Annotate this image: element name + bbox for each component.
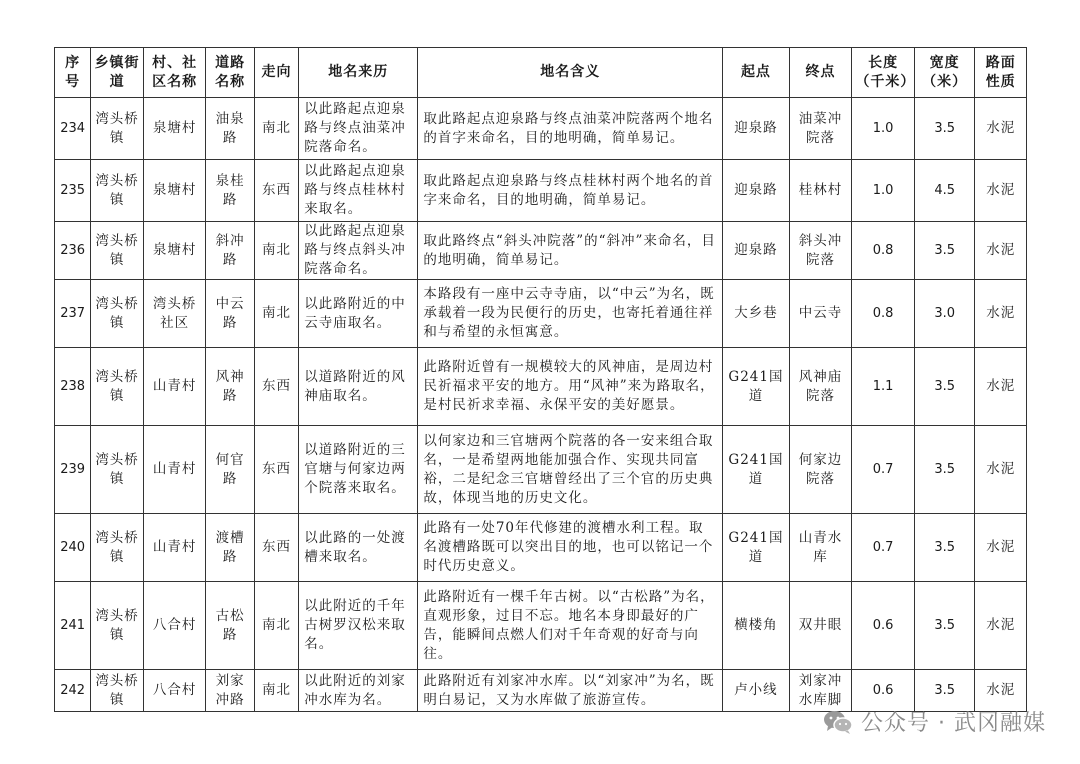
cell-width: 3.5 [914, 670, 975, 712]
cell-road: 刘家冲路 [206, 670, 254, 712]
cell-length: 1.1 [852, 348, 915, 426]
cell-village: 八合村 [143, 582, 206, 670]
watermark [823, 706, 1046, 737]
cell-end: 中云寺 [789, 280, 852, 348]
cell-end: 山青水库 [789, 514, 852, 582]
cell-width: 3.0 [914, 280, 975, 348]
cell-direction: 南北 [254, 98, 298, 160]
col-header-origin: 地名来历 [299, 48, 418, 98]
cell-seq: 235 [55, 160, 91, 222]
cell-direction: 东西 [254, 348, 298, 426]
cell-width: 3.5 [914, 582, 975, 670]
cell-village: 八合村 [143, 670, 206, 712]
cell-length: 1.0 [852, 160, 915, 222]
table-row [55, 98, 1027, 160]
cell-origin: 以此附近的刘家冲水库为名。 [299, 670, 418, 712]
road-naming-table [54, 47, 1027, 712]
table-row [55, 222, 1027, 280]
cell-town: 湾头桥镇 [91, 160, 143, 222]
cell-meaning: 取此路起点迎泉路与终点桂林村两个地名的首字来命名，目的地明确，简单易记。 [418, 160, 723, 222]
cell-meaning: 此路附近有一棵千年古树。以“古松路”为名，直观形象，过目不忘。地名本身即最好的广告，能瞬间点燃人们对千年奇观的好奇与向往。 [418, 582, 723, 670]
cell-length: 0.6 [852, 582, 915, 670]
cell-surface: 水泥 [975, 426, 1027, 514]
cell-road: 斜冲路 [206, 222, 254, 280]
cell-direction: 南北 [254, 222, 298, 280]
cell-surface: 水泥 [975, 670, 1027, 712]
col-header-direction: 走向 [254, 48, 298, 98]
cell-town: 湾头桥镇 [91, 348, 143, 426]
cell-width: 4.5 [914, 160, 975, 222]
col-header-seq: 序号 [55, 48, 91, 98]
cell-road: 泉桂路 [206, 160, 254, 222]
cell-meaning: 取此路终点“斜头冲院落”的“斜冲”来命名，目的地明确，简单易记。 [418, 222, 723, 280]
cell-direction: 南北 [254, 280, 298, 348]
table-row [55, 426, 1027, 514]
cell-surface: 水泥 [975, 514, 1027, 582]
cell-width: 3.5 [914, 426, 975, 514]
cell-start: G241国道 [723, 514, 790, 582]
cell-surface: 水泥 [975, 98, 1027, 160]
cell-start: 迎泉路 [723, 160, 790, 222]
cell-length: 0.8 [852, 280, 915, 348]
cell-end: 刘家冲水库脚 [789, 670, 852, 712]
cell-width: 3.5 [914, 222, 975, 280]
cell-road: 油泉路 [206, 98, 254, 160]
cell-road: 风神路 [206, 348, 254, 426]
cell-end: 双井眼 [789, 582, 852, 670]
cell-end: 桂林村 [789, 160, 852, 222]
cell-length: 1.0 [852, 98, 915, 160]
cell-seq: 239 [55, 426, 91, 514]
table-row [55, 582, 1027, 670]
wechat-icon [823, 709, 853, 735]
cell-start: 横楼角 [723, 582, 790, 670]
cell-length: 0.7 [852, 514, 915, 582]
cell-road: 渡槽路 [206, 514, 254, 582]
cell-seq: 234 [55, 98, 91, 160]
header-row [55, 48, 1027, 98]
cell-surface: 水泥 [975, 160, 1027, 222]
cell-village: 山青村 [143, 426, 206, 514]
cell-seq: 241 [55, 582, 91, 670]
cell-road: 中云路 [206, 280, 254, 348]
cell-seq: 236 [55, 222, 91, 280]
watermark-text: 公众号 · 武冈融媒 [861, 711, 1046, 736]
cell-length: 0.6 [852, 670, 915, 712]
cell-seq: 238 [55, 348, 91, 426]
cell-origin: 以此路起点迎泉路与终点桂林村来取名。 [299, 160, 418, 222]
col-header-road: 道路名称 [206, 48, 254, 98]
cell-end: 风神庙院落 [789, 348, 852, 426]
cell-town: 湾头桥镇 [91, 582, 143, 670]
cell-direction: 南北 [254, 582, 298, 670]
col-header-end: 终点 [789, 48, 852, 98]
cell-road: 古松路 [206, 582, 254, 670]
table-row [55, 348, 1027, 426]
cell-town: 湾头桥镇 [91, 426, 143, 514]
col-header-length: 长度（千米） [852, 48, 915, 98]
cell-direction: 东西 [254, 514, 298, 582]
cell-length: 0.7 [852, 426, 915, 514]
cell-width: 3.5 [914, 348, 975, 426]
col-header-town: 乡镇街道 [91, 48, 143, 98]
col-header-start: 起点 [723, 48, 790, 98]
cell-town: 湾头桥镇 [91, 280, 143, 348]
cell-start: 卢小线 [723, 670, 790, 712]
cell-seq: 240 [55, 514, 91, 582]
cell-start: 迎泉路 [723, 98, 790, 160]
table-row [55, 514, 1027, 582]
cell-seq: 237 [55, 280, 91, 348]
cell-origin: 以道路附近的风神庙取名。 [299, 348, 418, 426]
table-row [55, 160, 1027, 222]
cell-village: 山青村 [143, 514, 206, 582]
cell-origin: 以此路的一处渡槽来取名。 [299, 514, 418, 582]
col-header-surface: 路面性质 [975, 48, 1027, 98]
cell-origin: 以此路起点迎泉路与终点斜头冲院落命名。 [299, 222, 418, 280]
cell-origin: 以道路附近的三官塘与何家边两个院落来取名。 [299, 426, 418, 514]
cell-direction: 南北 [254, 670, 298, 712]
cell-road: 何官路 [206, 426, 254, 514]
cell-width: 3.5 [914, 98, 975, 160]
cell-surface: 水泥 [975, 582, 1027, 670]
cell-origin: 以此路附近的中云寺庙取名。 [299, 280, 418, 348]
cell-village: 泉塘村 [143, 222, 206, 280]
cell-seq: 242 [55, 670, 91, 712]
cell-length: 0.8 [852, 222, 915, 280]
cell-meaning: 取此路起点迎泉路与终点油菜冲院落两个地名的首字来命名，目的地明确，简单易记。 [418, 98, 723, 160]
cell-village: 泉塘村 [143, 98, 206, 160]
cell-village: 泉塘村 [143, 160, 206, 222]
cell-origin: 以此路起点迎泉路与终点油菜冲院落命名。 [299, 98, 418, 160]
col-header-meaning: 地名含义 [418, 48, 723, 98]
cell-village: 山青村 [143, 348, 206, 426]
cell-start: G241国道 [723, 348, 790, 426]
cell-width: 3.5 [914, 514, 975, 582]
cell-meaning: 此路附近有刘家冲水库。以“刘家冲”为名，既明白易记，又为水库做了旅游宣传。 [418, 670, 723, 712]
cell-direction: 东西 [254, 426, 298, 514]
cell-town: 湾头桥镇 [91, 670, 143, 712]
col-header-width: 宽度（米） [914, 48, 975, 98]
cell-meaning: 以何家边和三官塘两个院落的各一安来组合取名，一是希望两地能加强合作、实现共同富裕，二是纪念三官塘曾经出了三个官的历史典故，体现当地的历史文化。 [418, 426, 723, 514]
cell-town: 湾头桥镇 [91, 98, 143, 160]
cell-end: 何家边院落 [789, 426, 852, 514]
cell-end: 斜头冲院落 [789, 222, 852, 280]
cell-surface: 水泥 [975, 348, 1027, 426]
cell-village: 湾头桥社区 [143, 280, 206, 348]
cell-surface: 水泥 [975, 280, 1027, 348]
col-header-village: 村、社区名称 [143, 48, 206, 98]
cell-town: 湾头桥镇 [91, 514, 143, 582]
cell-direction: 东西 [254, 160, 298, 222]
cell-start: G241国道 [723, 426, 790, 514]
cell-start: 迎泉路 [723, 222, 790, 280]
cell-meaning: 此路附近曾有一规模较大的风神庙，是周边村民祈福求平安的地方。用“风神”来为路取名，是村民祈求幸福、永保平安的美好愿景。 [418, 348, 723, 426]
cell-start: 大乡巷 [723, 280, 790, 348]
cell-meaning: 本路段有一座中云寺寺庙，以“中云”为名，既承载着一段为民便行的历史，也寄托着通往祥和与希望的永恒寓意。 [418, 280, 723, 348]
cell-end: 油菜冲院落 [789, 98, 852, 160]
table-body [55, 98, 1027, 712]
cell-origin: 以此附近的千年古树罗汉松来取名。 [299, 582, 418, 670]
table-row [55, 280, 1027, 348]
cell-meaning: 此路有一处70年代修建的渡槽水利工程。取名渡槽路既可以突出目的地，也可以铭记一个时代历史意义。 [418, 514, 723, 582]
cell-town: 湾头桥镇 [91, 222, 143, 280]
cell-surface: 水泥 [975, 222, 1027, 280]
